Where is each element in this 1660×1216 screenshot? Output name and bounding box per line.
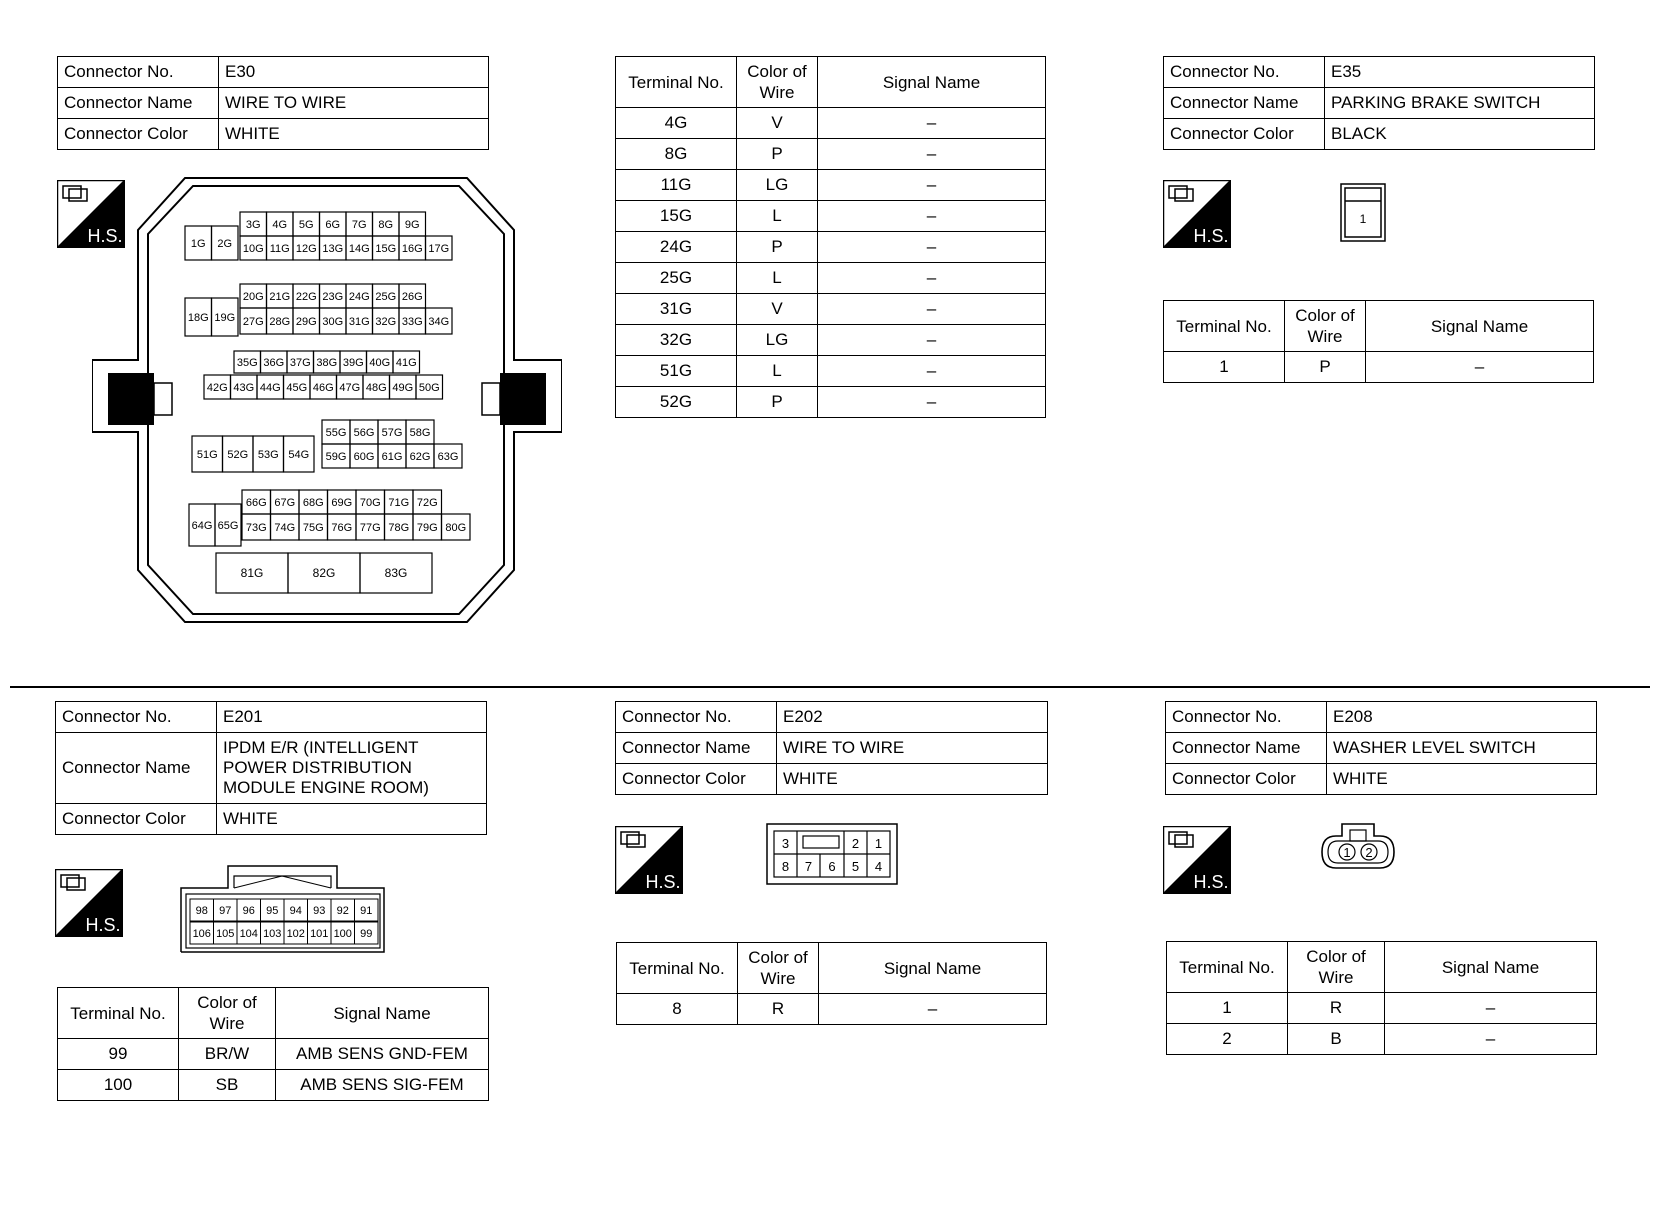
e30-pin-label: 46G — [312, 382, 334, 394]
e30-connector-face — [92, 170, 562, 640]
e201-pin-label: 96 — [242, 905, 255, 917]
e30-pin-label: 72G — [416, 497, 438, 509]
e30-pin-label: 41G — [395, 357, 417, 369]
e30-pin-label: 19G — [214, 312, 236, 324]
e35-terminal-table — [1163, 300, 1594, 383]
e30-pin-label: 59G — [325, 451, 347, 463]
table-row — [617, 994, 1047, 1025]
e30-pin-label: 70G — [359, 497, 381, 509]
table-row — [616, 356, 1046, 387]
e201-connector-color: WHITE — [217, 804, 487, 835]
e30-signal-cell: – — [818, 232, 1046, 263]
e30-signal-cell: – — [818, 294, 1046, 325]
e201-pin-label: 105 — [216, 928, 235, 940]
e30-terminal-cell: 51G — [616, 356, 737, 387]
e30-pin-label: 61G — [381, 451, 403, 463]
e30-pin-label: 48G — [365, 382, 387, 394]
e202-terminal-table — [616, 942, 1047, 1025]
e30-pin-label: 12G — [295, 243, 317, 255]
e201-pin-label: 95 — [266, 905, 279, 917]
e30-pin-label: 14G — [348, 243, 370, 255]
e208-hs-icon — [1163, 826, 1231, 894]
e208-info-table — [1165, 701, 1597, 795]
e30-color-cell: V — [737, 294, 818, 325]
e201-signal-cell: AMB SENS SIG-FEM — [276, 1070, 489, 1101]
e30-terminal-table — [615, 56, 1046, 418]
e35-terminal-cell: 1 — [1164, 352, 1285, 383]
e35-terminal-no-header: Terminal No. — [1164, 301, 1285, 352]
e208-color-cell: R — [1288, 993, 1385, 1024]
e30-pin-label: 33G — [401, 316, 423, 328]
e30-signal-name-header: Signal Name — [818, 57, 1046, 108]
e201-connector-name — [217, 733, 487, 804]
e201-color-of-wire-header: Color of Wire — [179, 988, 276, 1039]
table-row — [58, 1039, 489, 1070]
e201-connector-name-label: Connector Name — [56, 733, 217, 804]
e30-color-cell: L — [737, 263, 818, 294]
e201-pin-label: 106 — [192, 928, 211, 940]
e30-pin-label: 1G — [190, 238, 206, 250]
e30-pin-label: 71G — [388, 497, 410, 509]
e30-pin-label: 23G — [322, 291, 344, 303]
e208-connector-no: E208 — [1327, 702, 1597, 733]
e208-connector-color-label: Connector Color — [1166, 764, 1327, 795]
e35-connector-name: PARKING BRAKE SWITCH — [1325, 88, 1595, 119]
e208-signal-name-header: Signal Name — [1385, 942, 1597, 993]
e208-signal-cell: – — [1385, 993, 1597, 1024]
e30-info-table — [57, 56, 489, 150]
e30-pin-label: 28G — [269, 316, 291, 328]
e30-signal-cell: – — [818, 263, 1046, 294]
e30-pin-label: 8G — [378, 219, 394, 231]
e30-pin-label: 53G — [257, 449, 279, 461]
e30-pin-label: 76G — [331, 522, 353, 534]
e30-pin-label: 25G — [375, 291, 397, 303]
e30-pin-label: 17G — [428, 243, 450, 255]
table-row — [1167, 993, 1597, 1024]
e202-pin: 2 — [851, 836, 860, 851]
table-row — [616, 170, 1046, 201]
e201-info-table — [55, 701, 487, 835]
e201-pin-label: 104 — [239, 928, 258, 940]
table-row — [616, 201, 1046, 232]
e30-signal-cell: – — [818, 201, 1046, 232]
e30-pin-label: 66G — [245, 497, 267, 509]
e30-signal-cell: – — [818, 325, 1046, 356]
e208-terminal-cell: 2 — [1167, 1024, 1288, 1055]
e30-pin-label: 58G — [409, 427, 431, 439]
e201-color-cell: BR/W — [179, 1039, 276, 1070]
e201-pin-label: 92 — [336, 905, 349, 917]
e30-pin-label: 39G — [342, 357, 364, 369]
e208-color-of-wire-header: Color of Wire — [1288, 942, 1385, 993]
e201-pin-label: 97 — [219, 905, 232, 917]
e30-color-cell: P — [737, 232, 818, 263]
e202-info-table — [615, 701, 1048, 795]
e35-connector-name-label: Connector Name — [1164, 88, 1325, 119]
e201-pin-label: 98 — [195, 905, 208, 917]
e30-pin-label: 68G — [302, 497, 324, 509]
e30-pin-label: 43G — [233, 382, 255, 394]
e201-connector-no-label: Connector No. — [56, 702, 217, 733]
e30-pin-label: 75G — [302, 522, 324, 534]
e30-pin-label: 47G — [339, 382, 361, 394]
e201-name-line-1: IPDM E/R (INTELLIGENT — [223, 738, 419, 757]
e30-pin-label: 35G — [236, 357, 258, 369]
e30-terminal-cell: 31G — [616, 294, 737, 325]
e201-name-line-3: MODULE ENGINE ROOM) — [223, 778, 429, 797]
e202-connector-no: E202 — [777, 702, 1048, 733]
e30-pin-label: 83G — [384, 566, 408, 580]
e30-signal-cell: – — [818, 170, 1046, 201]
e201-terminal-cell: 99 — [58, 1039, 179, 1070]
svg-text:H.S.: H.S. — [1193, 872, 1229, 892]
e35-signal-cell: – — [1366, 352, 1594, 383]
table-row — [616, 139, 1046, 170]
e30-pin-label: 7G — [351, 219, 367, 231]
e30-pin-label: 20G — [242, 291, 264, 303]
e30-pin-label: 40G — [369, 357, 391, 369]
e202-pin: 3 — [781, 836, 790, 851]
e201-terminal-no-header: Terminal No. — [58, 988, 179, 1039]
table-row — [1167, 1024, 1597, 1055]
e30-pin-label: 63G — [437, 451, 459, 463]
e35-connector-face — [1340, 183, 1386, 243]
e30-pin-label: 18G — [187, 312, 209, 324]
e30-pin-label: 51G — [196, 449, 218, 461]
e208-pin: 2 — [1365, 845, 1373, 860]
e30-color-cell: LG — [737, 325, 818, 356]
e30-signal-cell: – — [818, 139, 1046, 170]
e35-pin-1: 1 — [1359, 212, 1367, 226]
table-row — [616, 325, 1046, 356]
e30-pin-label: 30G — [322, 316, 344, 328]
e202-pin: 4 — [874, 859, 883, 874]
e30-color-cell: V — [737, 108, 818, 139]
e201-pin-label: 94 — [289, 905, 302, 917]
e208-connector-color: WHITE — [1327, 764, 1597, 795]
e30-pin-label: 65G — [217, 520, 239, 532]
e30-pin-label: 2G — [217, 238, 233, 250]
e30-connector-no: E30 — [219, 57, 489, 88]
e208-connector-face — [1320, 822, 1396, 878]
e208-connector-name: WASHER LEVEL SWITCH — [1327, 733, 1597, 764]
e30-pin-label: 56G — [353, 427, 375, 439]
table-row — [1164, 352, 1594, 383]
e201-connector-no: E201 — [217, 702, 487, 733]
e30-pin-label: 31G — [348, 316, 370, 328]
e30-pin-label: 60G — [353, 451, 375, 463]
e30-connector-color: WHITE — [219, 119, 489, 150]
e30-terminal-cell: 52G — [616, 387, 737, 418]
e208-pin: 1 — [1343, 845, 1351, 860]
e30-pin-label: 10G — [242, 243, 264, 255]
e202-pin: 1 — [874, 836, 883, 851]
svg-text:H.S.: H.S. — [85, 915, 121, 935]
e30-pin-label: 80G — [445, 522, 467, 534]
e202-pin: 5 — [851, 859, 860, 874]
e35-connector-color-label: Connector Color — [1164, 119, 1325, 150]
e30-signal-cell: – — [818, 387, 1046, 418]
e30-pin-label: 73G — [245, 522, 267, 534]
e202-terminal-cell: 8 — [617, 994, 738, 1025]
e201-terminal-cell: 100 — [58, 1070, 179, 1101]
e30-pin-label: 79G — [416, 522, 438, 534]
e30-pin-label: 62G — [409, 451, 431, 463]
e35-signal-name-header: Signal Name — [1366, 301, 1594, 352]
e202-pin: 8 — [781, 859, 790, 874]
section-divider — [10, 686, 1650, 688]
table-row — [616, 108, 1046, 139]
e30-color-of-wire-header: Color of Wire — [737, 57, 818, 108]
e30-pin-label: 5G — [298, 219, 314, 231]
e202-color-of-wire-header: Color of Wire — [738, 943, 819, 994]
e202-signal-name-header: Signal Name — [819, 943, 1047, 994]
e208-color-cell: B — [1288, 1024, 1385, 1055]
e30-signal-cell: – — [818, 356, 1046, 387]
e30-pin-label: 74G — [274, 522, 296, 534]
e201-pin-label: 91 — [360, 905, 373, 917]
e30-pin-label: 45G — [286, 382, 308, 394]
e202-connector-no-label: Connector No. — [616, 702, 777, 733]
e201-hs-icon — [55, 869, 123, 937]
e201-pin-label: 99 — [360, 928, 373, 940]
e35-connector-no: E35 — [1325, 57, 1595, 88]
e30-terminal-cell: 8G — [616, 139, 737, 170]
e30-pin-label: 49G — [392, 382, 414, 394]
e202-connector-face — [766, 823, 898, 885]
e202-color-cell: R — [738, 994, 819, 1025]
e30-terminal-cell: 32G — [616, 325, 737, 356]
table-row — [58, 1070, 489, 1101]
e201-pin-label: 100 — [333, 928, 352, 940]
svg-text:H.S.: H.S. — [1193, 226, 1229, 246]
table-row — [616, 294, 1046, 325]
e30-pin-label: 4G — [272, 219, 288, 231]
e35-connector-no-label: Connector No. — [1164, 57, 1325, 88]
e202-hs-icon — [615, 826, 683, 894]
e30-terminal-cell: 24G — [616, 232, 737, 263]
e30-pin-label: 44G — [259, 382, 281, 394]
e201-connector-face — [180, 864, 386, 954]
e30-pin-label: 64G — [191, 520, 213, 532]
e30-connector-name-label: Connector Name — [58, 88, 219, 119]
e35-info-table — [1163, 56, 1595, 150]
e30-pin-label: 15G — [375, 243, 397, 255]
e30-color-cell: L — [737, 201, 818, 232]
e30-connector-color-label: Connector Color — [58, 119, 219, 150]
e208-connector-name-label: Connector Name — [1166, 733, 1327, 764]
e30-pin-label: 16G — [401, 243, 423, 255]
e30-terminal-cell: 25G — [616, 263, 737, 294]
e208-terminal-no-header: Terminal No. — [1167, 942, 1288, 993]
table-row — [616, 232, 1046, 263]
e30-pin-label: 3G — [245, 219, 261, 231]
e30-pin-label: 34G — [428, 316, 450, 328]
e30-pin-label: 54G — [288, 449, 310, 461]
e30-pin-label: 82G — [312, 566, 336, 580]
e202-pin: 7 — [804, 859, 813, 874]
e201-signal-cell: AMB SENS GND-FEM — [276, 1039, 489, 1070]
e30-terminal-no-header: Terminal No. — [616, 57, 737, 108]
e208-terminal-cell: 1 — [1167, 993, 1288, 1024]
e30-pin-label: 36G — [263, 357, 285, 369]
e30-pin-label: 29G — [295, 316, 317, 328]
e30-color-cell: LG — [737, 170, 818, 201]
svg-text:H.S.: H.S. — [645, 872, 681, 892]
e202-terminal-no-header: Terminal No. — [617, 943, 738, 994]
e201-terminal-table — [57, 987, 489, 1101]
e30-pin-label: 57G — [381, 427, 403, 439]
e30-pin-label: 27G — [242, 316, 264, 328]
e30-pin-label: 52G — [227, 449, 249, 461]
e35-connector-color: BLACK — [1325, 119, 1595, 150]
svg-text:H.S.: H.S. — [87, 226, 123, 246]
e30-pin-label: 42G — [206, 382, 228, 394]
e30-pin-label: 22G — [295, 291, 317, 303]
e30-color-cell: L — [737, 356, 818, 387]
e30-pin-label: 24G — [348, 291, 370, 303]
e30-terminal-cell: 11G — [616, 170, 737, 201]
table-row — [616, 387, 1046, 418]
e30-pin-label: 38G — [316, 357, 338, 369]
e201-pin-label: 101 — [310, 928, 329, 940]
e30-pin-label: 37G — [289, 357, 311, 369]
e201-color-cell: SB — [179, 1070, 276, 1101]
e201-name-line-2: POWER DISTRIBUTION — [223, 758, 412, 777]
table-row — [616, 263, 1046, 294]
e30-pin-label: 6G — [325, 219, 341, 231]
e30-color-cell: P — [737, 139, 818, 170]
e202-connector-name: WIRE TO WIRE — [777, 733, 1048, 764]
e202-connector-color-label: Connector Color — [616, 764, 777, 795]
e30-connector-name: WIRE TO WIRE — [219, 88, 489, 119]
e30-pin-label: 55G — [325, 427, 347, 439]
e30-pin-label: 69G — [331, 497, 353, 509]
e208-signal-cell: – — [1385, 1024, 1597, 1055]
e208-connector-no-label: Connector No. — [1166, 702, 1327, 733]
e202-connector-name-label: Connector Name — [616, 733, 777, 764]
e30-pin-label: 81G — [240, 566, 264, 580]
e202-signal-cell: – — [819, 994, 1047, 1025]
e30-terminal-cell: 4G — [616, 108, 737, 139]
e30-terminal-cell: 15G — [616, 201, 737, 232]
e30-pin-label: 21G — [269, 291, 291, 303]
e30-pin-label: 13G — [322, 243, 344, 255]
e201-pin-label: 93 — [313, 905, 326, 917]
e30-pin-label: 67G — [274, 497, 296, 509]
e201-signal-name-header: Signal Name — [276, 988, 489, 1039]
e35-color-of-wire-header: Color of Wire — [1285, 301, 1366, 352]
e35-hs-icon — [1163, 180, 1231, 248]
e30-pin-label: 26G — [401, 291, 423, 303]
e30-pin-label: 9G — [404, 219, 420, 231]
e202-connector-color: WHITE — [777, 764, 1048, 795]
e35-color-cell: P — [1285, 352, 1366, 383]
e201-pin-label: 102 — [286, 928, 305, 940]
e208-terminal-table — [1166, 941, 1597, 1055]
e30-pin-label: 32G — [375, 316, 397, 328]
e30-color-cell: P — [737, 387, 818, 418]
e30-signal-cell: – — [818, 108, 1046, 139]
e30-connector-no-label: Connector No. — [58, 57, 219, 88]
e30-pin-label: 77G — [359, 522, 381, 534]
e30-pin-label: 50G — [418, 382, 440, 394]
e30-pin-label: 11G — [269, 243, 290, 255]
e30-pin-label: 78G — [388, 522, 410, 534]
e201-connector-color-label: Connector Color — [56, 804, 217, 835]
e202-pin: 6 — [828, 859, 836, 874]
e201-pin-label: 103 — [263, 928, 282, 940]
